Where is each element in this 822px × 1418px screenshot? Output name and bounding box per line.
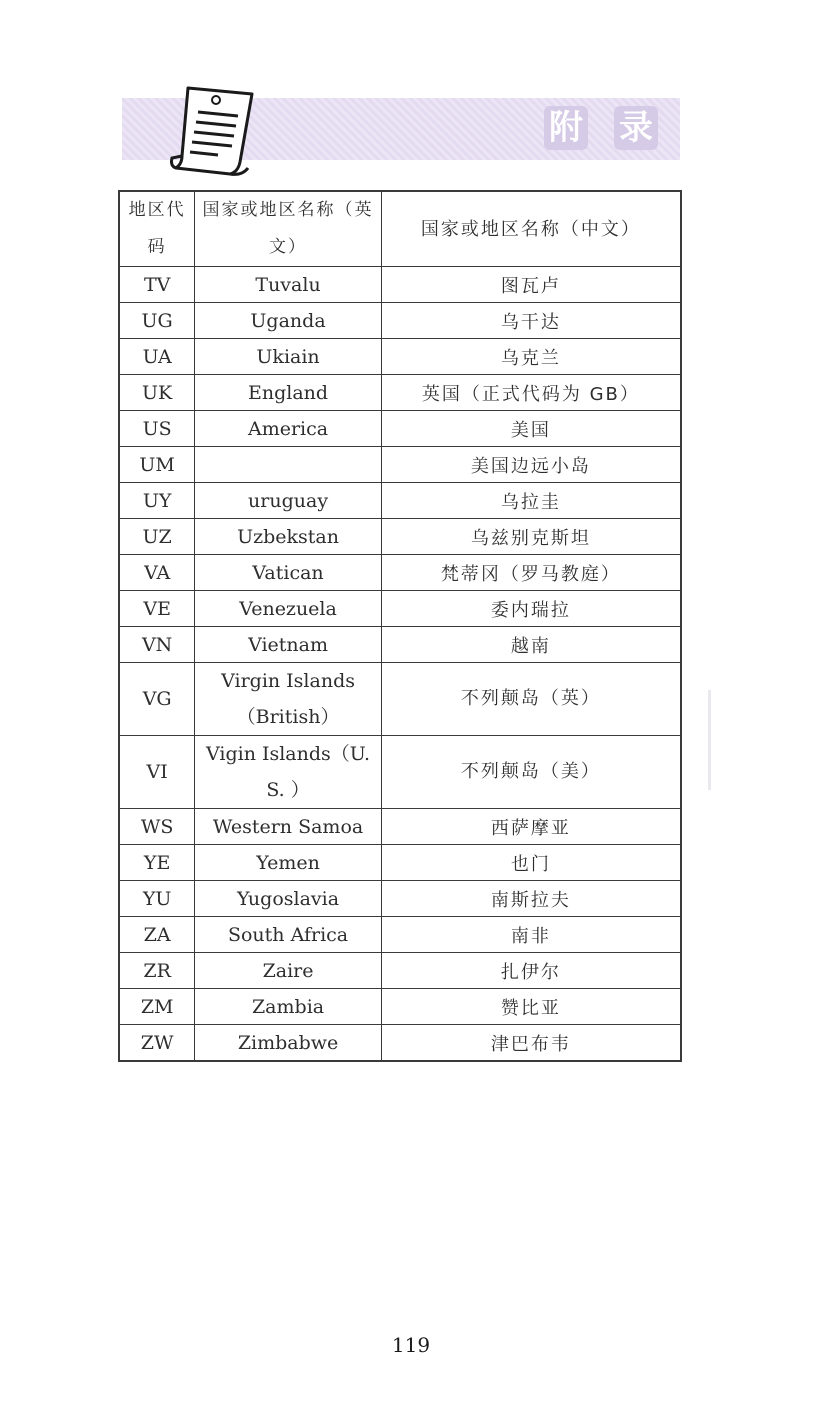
chinese-name-cell: 乌克兰 — [381, 339, 681, 375]
english-name-cell — [195, 447, 382, 483]
english-name-cell: Yemen — [195, 845, 382, 881]
english-name-cell: England — [195, 375, 382, 411]
code-cell: ZA — [119, 917, 195, 953]
chinese-name-cell: 南斯拉夫 — [381, 881, 681, 917]
chinese-name-cell: 津巴布韦 — [381, 1025, 681, 1062]
code-cell: ZW — [119, 1025, 195, 1062]
table-row — [119, 591, 681, 627]
table-row — [119, 881, 681, 917]
chinese-name-cell: 梵蒂冈（罗马教庭） — [381, 555, 681, 591]
english-name-cell: uruguay — [195, 483, 382, 519]
code-cell: UZ — [119, 519, 195, 555]
english-name-cell: Vigin Islands（U. S. ） — [195, 736, 382, 809]
chinese-name-cell: 美国边远小岛 — [381, 447, 681, 483]
code-cell: ZM — [119, 989, 195, 1025]
english-name-cell: America — [195, 411, 382, 447]
english-name-cell: Zambia — [195, 989, 382, 1025]
table-row — [119, 663, 681, 736]
banner-title-char-1: 附 — [544, 106, 588, 150]
banner-title-char-2: 录 — [614, 106, 658, 150]
table-row — [119, 627, 681, 663]
table-row — [119, 519, 681, 555]
table-row — [119, 845, 681, 881]
english-name-cell: Venezuela — [195, 591, 382, 627]
table-row — [119, 917, 681, 953]
code-cell: VN — [119, 627, 195, 663]
chinese-name-cell: 扎伊尔 — [381, 953, 681, 989]
english-name-cell: Yugoslavia — [195, 881, 382, 917]
code-cell: VA — [119, 555, 195, 591]
english-name-cell: Zimbabwe — [195, 1025, 382, 1062]
table-row — [119, 953, 681, 989]
table-row — [119, 809, 681, 845]
scan-edge-mark — [708, 690, 711, 790]
table-row — [119, 411, 681, 447]
code-cell: WS — [119, 809, 195, 845]
table-row — [119, 1025, 681, 1062]
country-code-table — [118, 190, 682, 1062]
english-name-cell: Uzbekstan — [195, 519, 382, 555]
chinese-name-cell: 乌拉圭 — [381, 483, 681, 519]
table-row — [119, 483, 681, 519]
code-cell: VE — [119, 591, 195, 627]
code-cell: TV — [119, 267, 195, 303]
chinese-name-cell: 不列颠岛（英） — [381, 663, 681, 736]
english-name-cell: Uganda — [195, 303, 382, 339]
english-name-cell: Virgin Islands（British） — [195, 663, 382, 736]
code-cell: UK — [119, 375, 195, 411]
code-cell: VI — [119, 736, 195, 809]
code-cell: UY — [119, 483, 195, 519]
english-name-cell: Vietnam — [195, 627, 382, 663]
table-row — [119, 267, 681, 303]
chinese-name-cell: 南非 — [381, 917, 681, 953]
table-row — [119, 989, 681, 1025]
chinese-name-cell: 西萨摩亚 — [381, 809, 681, 845]
table-row — [119, 375, 681, 411]
chinese-name-cell: 乌兹别克斯坦 — [381, 519, 681, 555]
chinese-name-cell: 图瓦卢 — [381, 267, 681, 303]
table-row — [119, 555, 681, 591]
chinese-name-cell: 越南 — [381, 627, 681, 663]
code-cell: UM — [119, 447, 195, 483]
code-cell: YE — [119, 845, 195, 881]
header-region-code: 地区代码 — [119, 191, 195, 267]
english-name-cell: Tuvalu — [195, 267, 382, 303]
table-row — [119, 339, 681, 375]
english-name-cell: Vatican — [195, 555, 382, 591]
code-cell: YU — [119, 881, 195, 917]
page-number: 119 — [391, 1333, 431, 1357]
english-name-cell: Ukiain — [195, 339, 382, 375]
chinese-name-cell: 英国（正式代码为 GB） — [381, 375, 681, 411]
english-name-cell: Zaire — [195, 953, 382, 989]
chinese-name-cell: 也门 — [381, 845, 681, 881]
code-cell: UA — [119, 339, 195, 375]
code-cell: UG — [119, 303, 195, 339]
chinese-name-cell: 美国 — [381, 411, 681, 447]
table-row — [119, 303, 681, 339]
code-cell: US — [119, 411, 195, 447]
english-name-cell: South Africa — [195, 917, 382, 953]
header-name-english: 国家或地区名称（英文） — [195, 191, 382, 267]
table-header-row — [119, 191, 681, 267]
code-cell: ZR — [119, 953, 195, 989]
banner-title — [544, 106, 658, 150]
document-icon — [168, 82, 260, 182]
chinese-name-cell: 乌干达 — [381, 303, 681, 339]
chinese-name-cell: 委内瑞拉 — [381, 591, 681, 627]
chinese-name-cell: 赞比亚 — [381, 989, 681, 1025]
english-name-cell: Western Samoa — [195, 809, 382, 845]
header-name-chinese: 国家或地区名称（中文） — [381, 191, 681, 267]
chinese-name-cell: 不列颠岛（美） — [381, 736, 681, 809]
table-row — [119, 447, 681, 483]
code-cell: VG — [119, 663, 195, 736]
table-row — [119, 736, 681, 809]
